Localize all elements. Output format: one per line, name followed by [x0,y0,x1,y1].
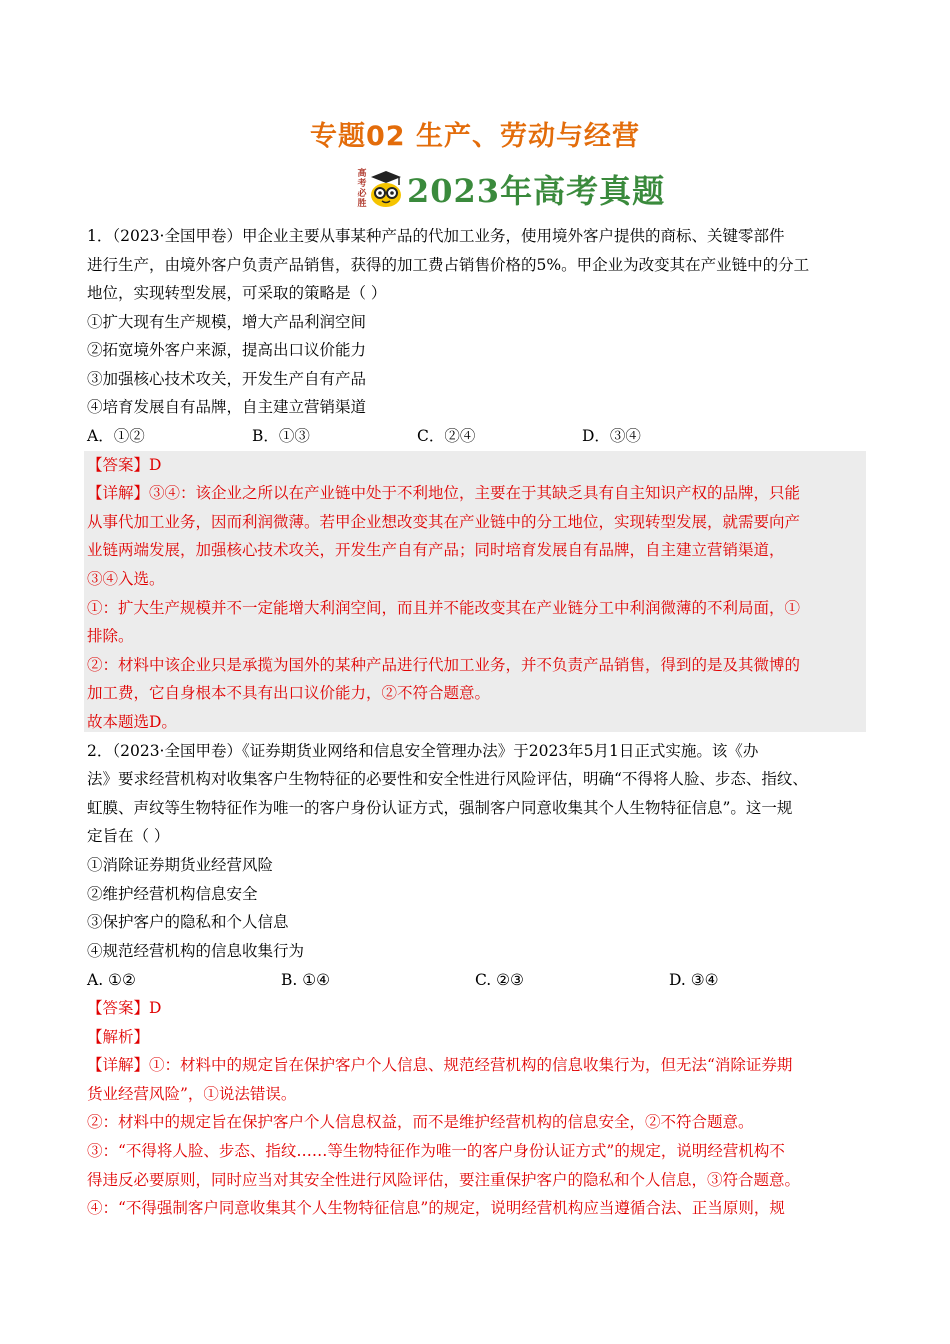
q1-option-c: C．②④ [417,427,476,445]
q1-choice: ③加强核心技术攻关，开发生产自有产品 [87,370,367,388]
q2-option-c: C. ②③ [475,971,524,989]
q2-choice: ②维护经营机构信息安全 [87,885,258,903]
q2-option-b: B. ①④ [281,971,331,989]
owl-graduate-icon [369,169,403,209]
q1-option-a: A．①② [87,427,145,445]
q2-explain-line: 货业经营风险”，①说法错误。 [87,1085,297,1103]
q1-explain-line: ①：扩大生产规模并不一定能增大利润空间，而且并不能改变其在产业链分工中利润微薄的不利局面，① [87,599,801,617]
q1-option-d: D．③④ [582,427,641,445]
q1-explain-line: 业链两端发展，加强核心技术攻关，开发生产自有产品；同时培育发展自有品牌，自主建立营销渠道， [87,541,785,559]
q2-line: 2．（2023·全国甲卷）《证券期货业网络和信息安全管理办法》于2023年5月1日正式实施。该《办 [87,742,759,760]
q2-choice: ④规范经营机构的信息收集行为 [87,942,305,960]
q1-explain-line: 从事代加工业务，因而利润微薄。若甲企业想改变其在产业链中的分工地位，实现转型发展，就需要向产 [87,513,801,531]
q2-option-d: D. ③④ [669,971,719,989]
q1-explain-line: 排除。 [87,627,134,645]
q2-explain-line: ②：材料中的规定旨在保护客户个人信息权益，而不是维护经营机构的信息安全，②不符合题意。 [87,1113,754,1131]
q1-choice: ①扩大现有生产规模，增大产品利润空间 [87,313,367,331]
q1-line: 进行生产，由境外客户负责产品销售，获得的加工费占销售价格的5%。甲企业为改变其在产业链中的分工 [87,256,810,274]
q1-option-b: B．①③ [252,427,310,445]
q1-choice: ②拓宽境外客户来源，提高出口议价能力 [87,341,367,359]
q2-choice: ③保护客户的隐私和个人信息 [87,913,289,931]
exam-banner [357,166,665,212]
q2-analysis-label: 【解析】 [87,1028,150,1046]
q1-answer: 【答案】D [87,456,162,474]
q1-choice: ④培育发展自有品牌，自主建立营销渠道 [87,398,367,416]
q1-explain-line: 【详解】③④：该企业之所以在产业链中处于不利地位，主要在于其缺乏具有自主知识产权的品牌，只能 [87,484,801,502]
q2-line: 虹膜、声纹等生物特征作为唯一的客户身份认证方式，强制客户同意收集其个人生物特征信息”。这一规 [87,799,793,817]
q1-explain-line: ②：材料中该企业只是承揽为国外的某种产品进行代加工业务，并不负责产品销售，得到的是及其微博的 [87,656,801,674]
q2-choice: ①消除证券期货业经营风险 [87,856,274,874]
q1-line: 1．（2023·全国甲卷）甲企业主要从事某种产品的代加工业务，使用境外客户提供的商标、关键零部件 [87,227,785,245]
banner-vertical-text: 高考必胜 [357,169,367,209]
q1-line: 地位，实现转型发展，可采取的策略是（ ） [87,284,387,302]
q2-line: 定旨在（ ） [87,827,170,845]
page-title: 专题02 生产、劳动与经营 [310,121,640,152]
q1-explain-line: 加工费，它自身根本不具有出口议价能力，②不符合题意。 [87,684,491,702]
q2-explain-line: 得违反必要原则，同时应当对其安全性进行风险评估，要注重保护客户的隐私和个人信息，③符合题意。 [87,1171,801,1189]
q2-answer: 【答案】D [87,999,162,1017]
q2-option-a: A. ①② [87,971,136,989]
q2-explain-line: ④：“不得强制客户同意收集其个人生物特征信息”的规定，说明经营机构应当遵循合法、正当原则，规 [87,1199,785,1217]
q2-explain-line: 【详解】①：材料中的规定旨在保护客户个人信息、规范经营机构的信息收集行为，但无法“消除证券期 [87,1056,793,1074]
banner-text: 2023年高考真题 [407,172,666,210]
q2-explain-line: ③：“不得将人脸、步态、指纹……等生物特征作为唯一的客户身份认证方式”的规定，说明经营机构不 [87,1142,785,1160]
q1-explain-line: ③④入选。 [87,570,165,588]
q2-line: 法》要求经营机构对收集客户生物特征的必要性和安全性进行风险评估，明确“不得将人脸、步态、指纹、 [87,770,808,788]
q1-explain-line: 故本题选D。 [87,713,177,731]
